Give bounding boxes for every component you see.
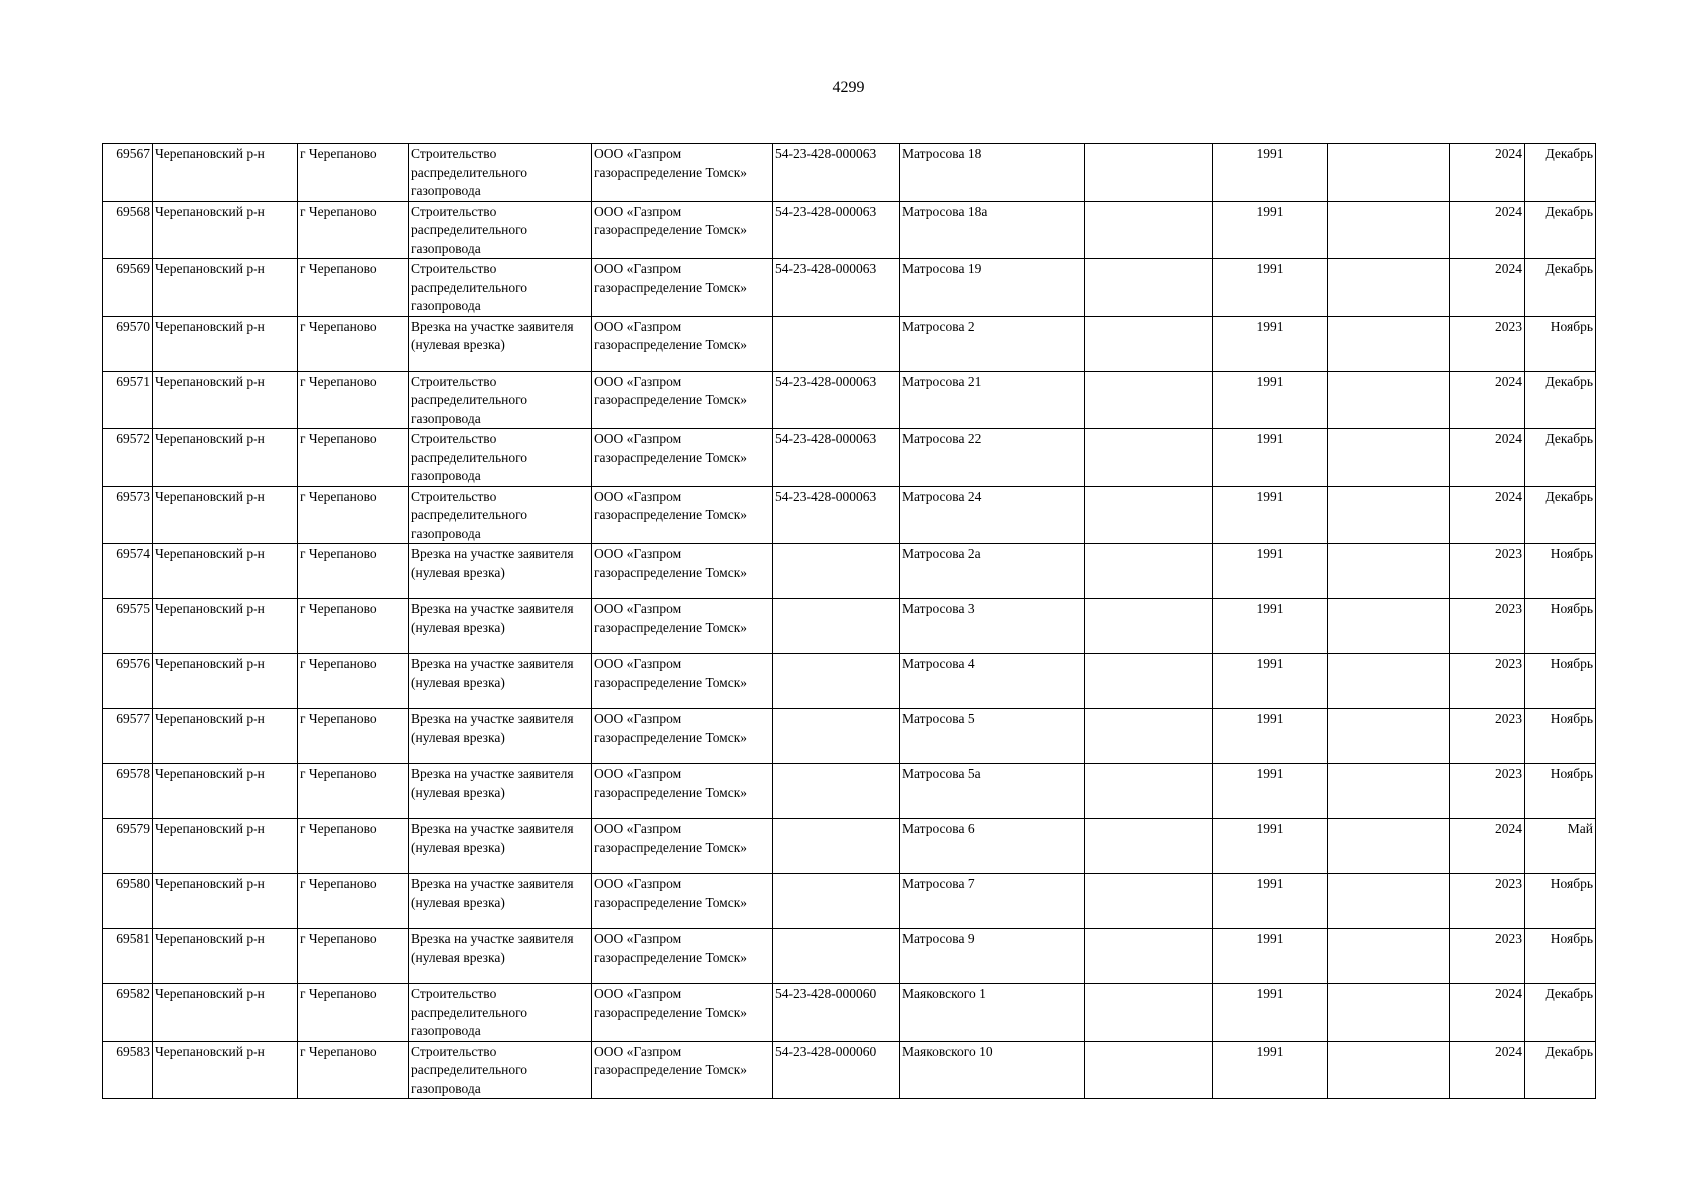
plan-year-cell: 2023 — [1450, 929, 1525, 984]
year-cell: 1991 — [1213, 709, 1328, 764]
work-type-cell: Врезка на участке заявителя (нулевая врезка) — [409, 929, 592, 984]
object-code-cell: 54-23-428-000063 — [773, 259, 900, 317]
blank-cell — [1328, 874, 1450, 929]
object-code-cell: 54-23-428-000060 — [773, 984, 900, 1042]
district-cell: Черепановский р-н — [153, 984, 298, 1042]
work-type-cell: Строительство распределительного газопровода — [409, 486, 592, 544]
district-cell: Черепановский р-н — [153, 486, 298, 544]
extra-cell — [1085, 316, 1213, 371]
organization-cell: ООО «Газпром газораспределение Томск» — [592, 874, 773, 929]
row-number-cell: 69576 — [103, 654, 153, 709]
organization-cell: ООО «Газпром газораспределение Томск» — [592, 709, 773, 764]
district-cell: Черепановский р-н — [153, 1041, 298, 1099]
locality-cell: г Черепаново — [298, 1041, 409, 1099]
district-cell: Черепановский р-н — [153, 429, 298, 487]
object-code-cell: 54-23-428-000060 — [773, 1041, 900, 1099]
work-type-cell: Строительство распределительного газопровода — [409, 371, 592, 429]
blank-cell — [1328, 259, 1450, 317]
row-number-cell: 69573 — [103, 486, 153, 544]
table-row — [103, 984, 1596, 1042]
year-cell: 1991 — [1213, 201, 1328, 259]
organization-cell: ООО «Газпром газораспределение Томск» — [592, 984, 773, 1042]
district-cell: Черепановский р-н — [153, 144, 298, 202]
row-number-cell: 69572 — [103, 429, 153, 487]
plan-year-cell: 2024 — [1450, 1041, 1525, 1099]
month-cell: Декабрь — [1525, 371, 1596, 429]
month-cell: Декабрь — [1525, 984, 1596, 1042]
plan-year-cell: 2024 — [1450, 984, 1525, 1042]
work-type-cell: Врезка на участке заявителя (нулевая врезка) — [409, 709, 592, 764]
locality-cell: г Черепаново — [298, 429, 409, 487]
district-cell: Черепановский р-н — [153, 599, 298, 654]
extra-cell — [1085, 764, 1213, 819]
extra-cell — [1085, 709, 1213, 764]
work-type-cell: Строительство распределительного газопровода — [409, 1041, 592, 1099]
plan-year-cell: 2024 — [1450, 371, 1525, 429]
locality-cell: г Черепаново — [298, 371, 409, 429]
organization-cell: ООО «Газпром газораспределение Томск» — [592, 429, 773, 487]
district-cell: Черепановский р-н — [153, 259, 298, 317]
extra-cell — [1085, 486, 1213, 544]
organization-cell: ООО «Газпром газораспределение Томск» — [592, 144, 773, 202]
year-cell: 1991 — [1213, 429, 1328, 487]
object-code-cell: 54-23-428-000063 — [773, 429, 900, 487]
object-code-cell — [773, 874, 900, 929]
table-row — [103, 201, 1596, 259]
district-cell: Черепановский р-н — [153, 544, 298, 599]
row-number-cell: 69577 — [103, 709, 153, 764]
work-type-cell: Врезка на участке заявителя (нулевая врезка) — [409, 874, 592, 929]
object-code-cell — [773, 544, 900, 599]
district-cell: Черепановский р-н — [153, 874, 298, 929]
extra-cell — [1085, 1041, 1213, 1099]
table-row — [103, 764, 1596, 819]
month-cell: Ноябрь — [1525, 874, 1596, 929]
locality-cell: г Черепаново — [298, 486, 409, 544]
month-cell: Декабрь — [1525, 259, 1596, 317]
extra-cell — [1085, 429, 1213, 487]
organization-cell: ООО «Газпром газораспределение Томск» — [592, 1041, 773, 1099]
plan-year-cell: 2023 — [1450, 544, 1525, 599]
row-number-cell: 69569 — [103, 259, 153, 317]
organization-cell: ООО «Газпром газораспределение Томск» — [592, 544, 773, 599]
locality-cell: г Черепаново — [298, 144, 409, 202]
plan-year-cell: 2023 — [1450, 874, 1525, 929]
table-row — [103, 1041, 1596, 1099]
blank-cell — [1328, 764, 1450, 819]
blank-cell — [1328, 599, 1450, 654]
address-cell: Матросова 18а — [900, 201, 1085, 259]
year-cell: 1991 — [1213, 984, 1328, 1042]
blank-cell — [1328, 486, 1450, 544]
blank-cell — [1328, 1041, 1450, 1099]
district-cell: Черепановский р-н — [153, 371, 298, 429]
extra-cell — [1085, 544, 1213, 599]
row-number-cell: 69567 — [103, 144, 153, 202]
extra-cell — [1085, 599, 1213, 654]
locality-cell: г Черепаново — [298, 709, 409, 764]
locality-cell: г Черепаново — [298, 654, 409, 709]
row-number-cell: 69581 — [103, 929, 153, 984]
blank-cell — [1328, 984, 1450, 1042]
locality-cell: г Черепаново — [298, 201, 409, 259]
organization-cell: ООО «Газпром газораспределение Томск» — [592, 819, 773, 874]
month-cell: Ноябрь — [1525, 764, 1596, 819]
blank-cell — [1328, 371, 1450, 429]
organization-cell: ООО «Газпром газораспределение Томск» — [592, 201, 773, 259]
year-cell: 1991 — [1213, 371, 1328, 429]
work-type-cell: Врезка на участке заявителя (нулевая врезка) — [409, 544, 592, 599]
row-number-cell: 69578 — [103, 764, 153, 819]
year-cell: 1991 — [1213, 599, 1328, 654]
organization-cell: ООО «Газпром газораспределение Томск» — [592, 371, 773, 429]
extra-cell — [1085, 371, 1213, 429]
year-cell: 1991 — [1213, 929, 1328, 984]
row-number-cell: 69583 — [103, 1041, 153, 1099]
year-cell: 1991 — [1213, 654, 1328, 709]
work-type-cell: Строительство распределительного газопровода — [409, 259, 592, 317]
locality-cell: г Черепаново — [298, 599, 409, 654]
year-cell: 1991 — [1213, 486, 1328, 544]
address-cell: Матросова 5а — [900, 764, 1085, 819]
month-cell: Декабрь — [1525, 429, 1596, 487]
extra-cell — [1085, 929, 1213, 984]
address-cell: Матросова 2 — [900, 316, 1085, 371]
address-cell: Матросова 24 — [900, 486, 1085, 544]
district-cell: Черепановский р-н — [153, 654, 298, 709]
table-body — [103, 144, 1596, 1099]
plan-year-cell: 2024 — [1450, 819, 1525, 874]
plan-year-cell: 2024 — [1450, 201, 1525, 259]
page-number: 4299 — [832, 79, 865, 96]
district-cell: Черепановский р-н — [153, 764, 298, 819]
object-code-cell — [773, 929, 900, 984]
table-row — [103, 316, 1596, 371]
work-type-cell: Строительство распределительного газопровода — [409, 201, 592, 259]
plan-year-cell: 2024 — [1450, 486, 1525, 544]
work-type-cell: Врезка на участке заявителя (нулевая врезка) — [409, 599, 592, 654]
table-row — [103, 819, 1596, 874]
work-type-cell: Строительство распределительного газопровода — [409, 984, 592, 1042]
table-row — [103, 709, 1596, 764]
plan-year-cell: 2024 — [1450, 259, 1525, 317]
district-cell: Черепановский р-н — [153, 709, 298, 764]
month-cell: Ноябрь — [1525, 654, 1596, 709]
table-row — [103, 429, 1596, 487]
organization-cell: ООО «Газпром газораспределение Томск» — [592, 764, 773, 819]
table-row — [103, 486, 1596, 544]
month-cell: Ноябрь — [1525, 709, 1596, 764]
month-cell: Ноябрь — [1525, 599, 1596, 654]
extra-cell — [1085, 201, 1213, 259]
address-cell: Маяковского 1 — [900, 984, 1085, 1042]
plan-year-cell: 2023 — [1450, 764, 1525, 819]
address-cell: Матросова 19 — [900, 259, 1085, 317]
month-cell: Ноябрь — [1525, 544, 1596, 599]
locality-cell: г Черепаново — [298, 929, 409, 984]
extra-cell — [1085, 259, 1213, 317]
year-cell: 1991 — [1213, 259, 1328, 317]
address-cell: Матросова 2а — [900, 544, 1085, 599]
extra-cell — [1085, 144, 1213, 202]
month-cell: Декабрь — [1525, 144, 1596, 202]
organization-cell: ООО «Газпром газораспределение Томск» — [592, 259, 773, 317]
year-cell: 1991 — [1213, 144, 1328, 202]
organization-cell: ООО «Газпром газораспределение Томск» — [592, 316, 773, 371]
object-code-cell: 54-23-428-000063 — [773, 201, 900, 259]
table-row — [103, 544, 1596, 599]
row-number-cell: 69580 — [103, 874, 153, 929]
table-row — [103, 654, 1596, 709]
table-row — [103, 599, 1596, 654]
locality-cell: г Черепаново — [298, 984, 409, 1042]
year-cell: 1991 — [1213, 316, 1328, 371]
address-cell: Матросова 9 — [900, 929, 1085, 984]
gasification-table — [102, 143, 1596, 1099]
table-row — [103, 259, 1596, 317]
organization-cell: ООО «Газпром газораспределение Томск» — [592, 654, 773, 709]
month-cell: Декабрь — [1525, 1041, 1596, 1099]
row-number-cell: 69582 — [103, 984, 153, 1042]
month-cell: Ноябрь — [1525, 929, 1596, 984]
row-number-cell: 69579 — [103, 819, 153, 874]
plan-year-cell: 2023 — [1450, 316, 1525, 371]
object-code-cell — [773, 709, 900, 764]
district-cell: Черепановский р-н — [153, 201, 298, 259]
work-type-cell: Врезка на участке заявителя (нулевая врезка) — [409, 654, 592, 709]
blank-cell — [1328, 201, 1450, 259]
address-cell: Матросова 6 — [900, 819, 1085, 874]
district-cell: Черепановский р-н — [153, 929, 298, 984]
locality-cell: г Черепаново — [298, 819, 409, 874]
row-number-cell: 69574 — [103, 544, 153, 599]
row-number-cell: 69571 — [103, 371, 153, 429]
object-code-cell — [773, 316, 900, 371]
object-code-cell: 54-23-428-000063 — [773, 371, 900, 429]
work-type-cell: Строительство распределительного газопровода — [409, 144, 592, 202]
locality-cell: г Черепаново — [298, 764, 409, 819]
month-cell: Декабрь — [1525, 201, 1596, 259]
extra-cell — [1085, 874, 1213, 929]
month-cell: Ноябрь — [1525, 316, 1596, 371]
blank-cell — [1328, 654, 1450, 709]
organization-cell: ООО «Газпром газораспределение Томск» — [592, 599, 773, 654]
district-cell: Черепановский р-н — [153, 819, 298, 874]
plan-year-cell: 2024 — [1450, 429, 1525, 487]
work-type-cell: Врезка на участке заявителя (нулевая врезка) — [409, 316, 592, 371]
organization-cell: ООО «Газпром газораспределение Томск» — [592, 929, 773, 984]
locality-cell: г Черепаново — [298, 874, 409, 929]
work-type-cell: Строительство распределительного газопровода — [409, 429, 592, 487]
address-cell: Матросова 21 — [900, 371, 1085, 429]
object-code-cell: 54-23-428-000063 — [773, 486, 900, 544]
address-cell: Матросова 18 — [900, 144, 1085, 202]
blank-cell — [1328, 316, 1450, 371]
plan-year-cell: 2024 — [1450, 144, 1525, 202]
extra-cell — [1085, 819, 1213, 874]
locality-cell: г Черепаново — [298, 544, 409, 599]
object-code-cell — [773, 654, 900, 709]
row-number-cell: 69575 — [103, 599, 153, 654]
extra-cell — [1085, 654, 1213, 709]
year-cell: 1991 — [1213, 874, 1328, 929]
year-cell: 1991 — [1213, 544, 1328, 599]
object-code-cell — [773, 599, 900, 654]
object-code-cell — [773, 764, 900, 819]
table-row — [103, 874, 1596, 929]
address-cell: Матросова 4 — [900, 654, 1085, 709]
year-cell: 1991 — [1213, 819, 1328, 874]
blank-cell — [1328, 819, 1450, 874]
table-row — [103, 371, 1596, 429]
extra-cell — [1085, 984, 1213, 1042]
year-cell: 1991 — [1213, 1041, 1328, 1099]
object-code-cell — [773, 819, 900, 874]
address-cell: Матросова 7 — [900, 874, 1085, 929]
plan-year-cell: 2023 — [1450, 709, 1525, 764]
blank-cell — [1328, 429, 1450, 487]
locality-cell: г Черепаново — [298, 259, 409, 317]
address-cell: Матросова 5 — [900, 709, 1085, 764]
locality-cell: г Черепаново — [298, 316, 409, 371]
address-cell: Матросова 3 — [900, 599, 1085, 654]
blank-cell — [1328, 929, 1450, 984]
table-row — [103, 144, 1596, 202]
object-code-cell: 54-23-428-000063 — [773, 144, 900, 202]
organization-cell: ООО «Газпром газораспределение Томск» — [592, 486, 773, 544]
month-cell: Декабрь — [1525, 486, 1596, 544]
district-cell: Черепановский р-н — [153, 316, 298, 371]
plan-year-cell: 2023 — [1450, 654, 1525, 709]
row-number-cell: 69570 — [103, 316, 153, 371]
blank-cell — [1328, 544, 1450, 599]
plan-year-cell: 2023 — [1450, 599, 1525, 654]
address-cell: Матросова 22 — [900, 429, 1085, 487]
address-cell: Маяковского 10 — [900, 1041, 1085, 1099]
table-row — [103, 929, 1596, 984]
month-cell: Май — [1525, 819, 1596, 874]
work-type-cell: Врезка на участке заявителя (нулевая врезка) — [409, 764, 592, 819]
work-type-cell: Врезка на участке заявителя (нулевая врезка) — [409, 819, 592, 874]
blank-cell — [1328, 709, 1450, 764]
year-cell: 1991 — [1213, 764, 1328, 819]
row-number-cell: 69568 — [103, 201, 153, 259]
blank-cell — [1328, 144, 1450, 202]
